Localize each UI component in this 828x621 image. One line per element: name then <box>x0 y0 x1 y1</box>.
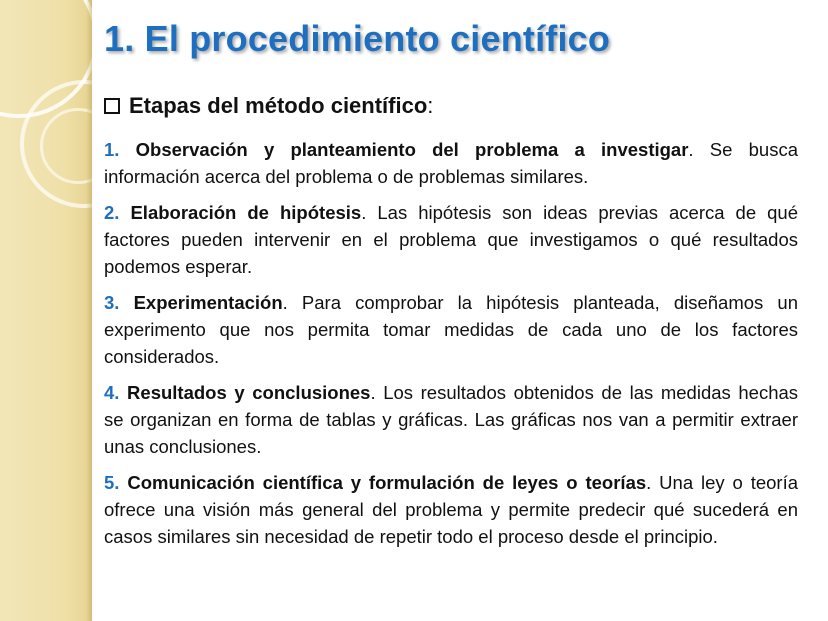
step-item <box>104 289 798 370</box>
step-number: 2. <box>104 202 120 223</box>
checkbox-icon <box>104 98 120 114</box>
step-number: 3. <box>104 292 120 313</box>
step-text: . Las hipótesis son ideas previas acerca de qué factores pueden intervenir en el problema que investigamos o qué resultados podemos esperar. <box>104 202 799 277</box>
step-title: Comunicación científica y formulación de leyes o teorías <box>127 472 647 493</box>
step-item <box>104 469 798 550</box>
subheading-colon: : <box>427 93 434 118</box>
slide-title: 1. El procedimiento científico <box>104 18 611 59</box>
decorative-side-band <box>0 0 92 621</box>
step-item <box>104 199 798 280</box>
step-item <box>104 136 798 190</box>
step-number: 5. <box>104 472 120 493</box>
subheading <box>104 93 433 119</box>
subheading-text: Etapas del método científico <box>129 93 428 118</box>
step-title: Elaboración de hipótesis <box>130 202 362 223</box>
step-text: . Los resultados obtenidos de las medidas hechas se organizan en forma de tablas y gráficas. Las gráficas nos van a permitir extraer unas conclusiones. <box>104 382 799 457</box>
step-text: . Para comprobar la hipótesis planteada, diseñamos un experimento que nos permita tomar medidas de cada uno de los factores considerados. <box>104 292 798 367</box>
step-title: Experimentación <box>133 292 283 313</box>
step-number: 4. <box>104 382 120 403</box>
step-number: 1. <box>104 139 120 160</box>
steps-list <box>104 136 798 559</box>
step-title: Resultados y conclusiones <box>127 382 371 403</box>
step-text: . Se busca información acerca del problema o de problemas similares. <box>104 139 798 187</box>
step-text: . Una ley o teoría ofrece una visión más general del problema y permite predecir qué sucederá en casos similares sin necesidad de repetir todo el proceso desde el principio. <box>104 472 798 547</box>
step-item <box>104 379 798 460</box>
step-title: Observación y planteamiento del problema a investigar <box>135 139 689 160</box>
